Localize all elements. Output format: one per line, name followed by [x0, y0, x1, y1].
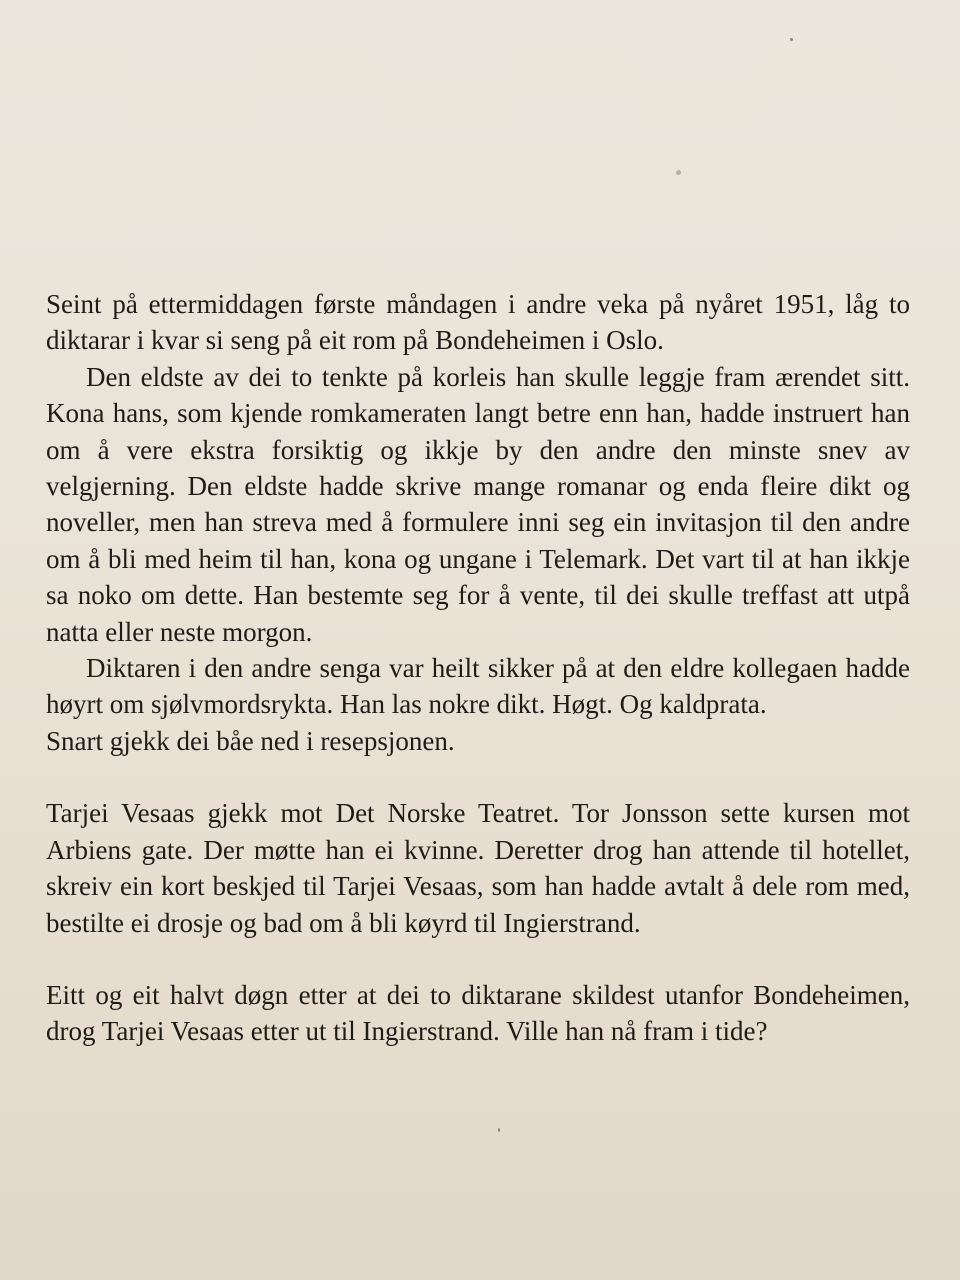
paragraph-4: Snart gjekk dei båe ned i resepsjonen.	[46, 725, 455, 756]
section-break	[46, 941, 910, 977]
paragraph-1: Seint på ettermiddagen første måndagen i andre veka på nyåret 1951, låg to diktarar i kvar si seng på eit rom på Bondeheimen i Oslo.	[46, 289, 910, 356]
paragraph-5: Tarjei Vesaas gjekk mot Det Norske Teatret. Tor Jonsson sette kursen mot Arbiens gate. Der møtte han ei kvinne. Deretter drog han attende til hotellet, skreiv ein kort beskjed til Tarjei Vesaas, som han hadde avtalt å dele rom med, bestilte ei drosje og bad om å bli køyrd til Ingierstrand.	[46, 798, 910, 938]
paper-speck	[498, 1128, 500, 1132]
paragraph-2: Den eldste av dei to tenkte på korleis han skulle leggje fram ærendet sitt. Kona hans, som kjende romkameraten langt betre enn han, hadde instruert han om å vere ekstra forsiktig og ikkje by den andre den minste snev av velgjerning. Den eldste hadde skrive mange romanar og enda fleire dikt og noveller, men han streva med å formulere inni seg ein invitasjon til den andre om å bli med heim til han, kona og ungane i Telemark. Det vart til at han ikkje sa noko om dette. Han bestemte seg for å vente, til dei skulle treffast att utpå natta eller neste morgon.	[46, 361, 910, 647]
paragraph-3: Diktaren i den andre senga var heilt sikker på at den eldre kollegaen hadde høyrt om sjølvmordsrykta. Han las nokre dikt. Høgt. Og kaldprata.	[46, 653, 910, 720]
paragraph-6: Eitt og eit halvt døgn etter at dei to diktarane skildest utanfor Bondeheimen, drog Tarjei Vesaas etter ut til Ingierstrand. Ville han nå fram i tide?	[46, 979, 910, 1047]
paper-speck	[676, 170, 681, 175]
section-break	[46, 759, 910, 795]
paper-speck	[790, 38, 793, 41]
body-text	[46, 286, 910, 1050]
